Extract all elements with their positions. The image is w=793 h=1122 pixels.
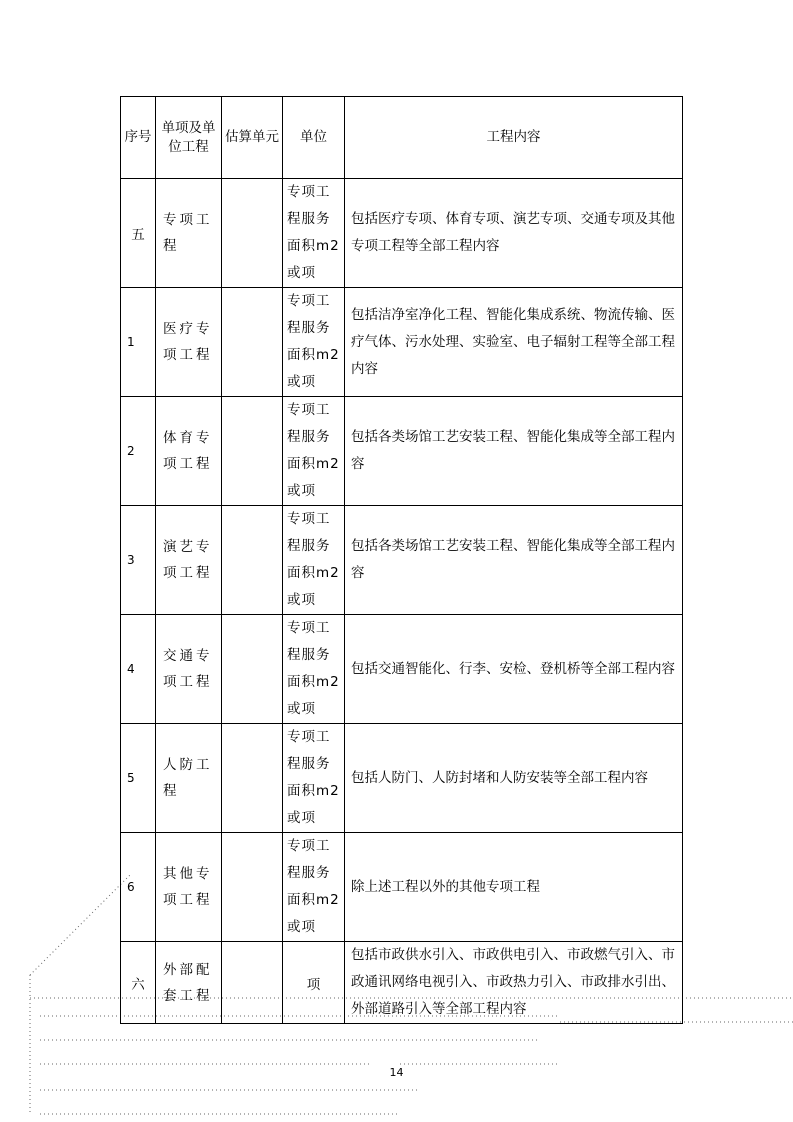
table-row [121, 615, 683, 724]
name-cell: 专项工程 [156, 179, 222, 288]
seq-cell: 6 [121, 833, 156, 942]
unit-cell: 专项工程服务面积m2或项 [283, 833, 345, 942]
content-cell: 包括交通智能化、行李、安检、登机桥等全部工程内容 [345, 615, 683, 724]
header-content: 工程内容 [345, 97, 683, 179]
estimate-unit-cell [222, 833, 283, 942]
content-cell: 包括医疗专项、体育专项、演艺专项、交通专项及其他专项工程等全部工程内容 [345, 179, 683, 288]
seq-cell: 4 [121, 615, 156, 724]
seq-cell: 2 [121, 397, 156, 506]
table-row [121, 724, 683, 833]
unit-cell: 专项工程服务面积m2或项 [283, 506, 345, 615]
header-unit: 单位 [283, 97, 345, 179]
estimate-unit-cell [222, 942, 283, 1024]
unit-cell: 专项工程服务面积m2或项 [283, 179, 345, 288]
header-name: 单项及单位工程 [156, 97, 222, 179]
name-cell: 其他专项工程 [156, 833, 222, 942]
unit-cell: 专项工程服务面积m2或项 [283, 615, 345, 724]
name-cell: 演艺专项工程 [156, 506, 222, 615]
table-row [121, 942, 683, 1024]
estimate-unit-cell [222, 179, 283, 288]
table-row [121, 179, 683, 288]
seq-cell: 1 [121, 288, 156, 397]
content-cell: 包括市政供水引入、市政供电引入、市政燃气引入、市政通讯网络电视引入、市政热力引入、市政排水引出、外部道路引入等全部工程内容 [345, 942, 683, 1024]
estimate-unit-cell [222, 288, 283, 397]
estimate-unit-cell [222, 724, 283, 833]
table-header-row [121, 97, 683, 179]
content-cell: 包括各类场馆工艺安装工程、智能化集成等全部工程内容 [345, 506, 683, 615]
table-row [121, 397, 683, 506]
unit-cell: 专项工程服务面积m2或项 [283, 397, 345, 506]
header-estimate-unit: 估算单元 [222, 97, 283, 179]
name-cell: 体育专项工程 [156, 397, 222, 506]
estimate-unit-cell [222, 615, 283, 724]
unit-cell: 项 [283, 942, 345, 1024]
unit-cell: 专项工程服务面积m2或项 [283, 288, 345, 397]
name-cell: 医疗专项工程 [156, 288, 222, 397]
content-cell: 包括人防门、人防封堵和人防安装等全部工程内容 [345, 724, 683, 833]
name-cell: 外部配套工程 [156, 942, 222, 1024]
estimate-unit-cell [222, 397, 283, 506]
seq-cell: 5 [121, 724, 156, 833]
estimate-unit-cell [222, 506, 283, 615]
page-number: 14 [389, 1066, 404, 1079]
unit-cell: 专项工程服务面积m2或项 [283, 724, 345, 833]
content-cell: 除上述工程以外的其他专项工程 [345, 833, 683, 942]
seq-cell: 五 [121, 179, 156, 288]
name-cell: 交通专项工程 [156, 615, 222, 724]
project-content-table [120, 96, 683, 1024]
table-row [121, 833, 683, 942]
content-cell: 包括洁净室净化工程、智能化集成系统、物流传输、医疗气体、污水处理、实验室、电子辐射工程等全部工程内容 [345, 288, 683, 397]
table-row [121, 288, 683, 397]
table-row [121, 506, 683, 615]
content-cell: 包括各类场馆工艺安装工程、智能化集成等全部工程内容 [345, 397, 683, 506]
name-cell: 人防工程 [156, 724, 222, 833]
header-seq: 序号 [121, 97, 156, 179]
seq-cell: 六 [121, 942, 156, 1024]
seq-cell: 3 [121, 506, 156, 615]
